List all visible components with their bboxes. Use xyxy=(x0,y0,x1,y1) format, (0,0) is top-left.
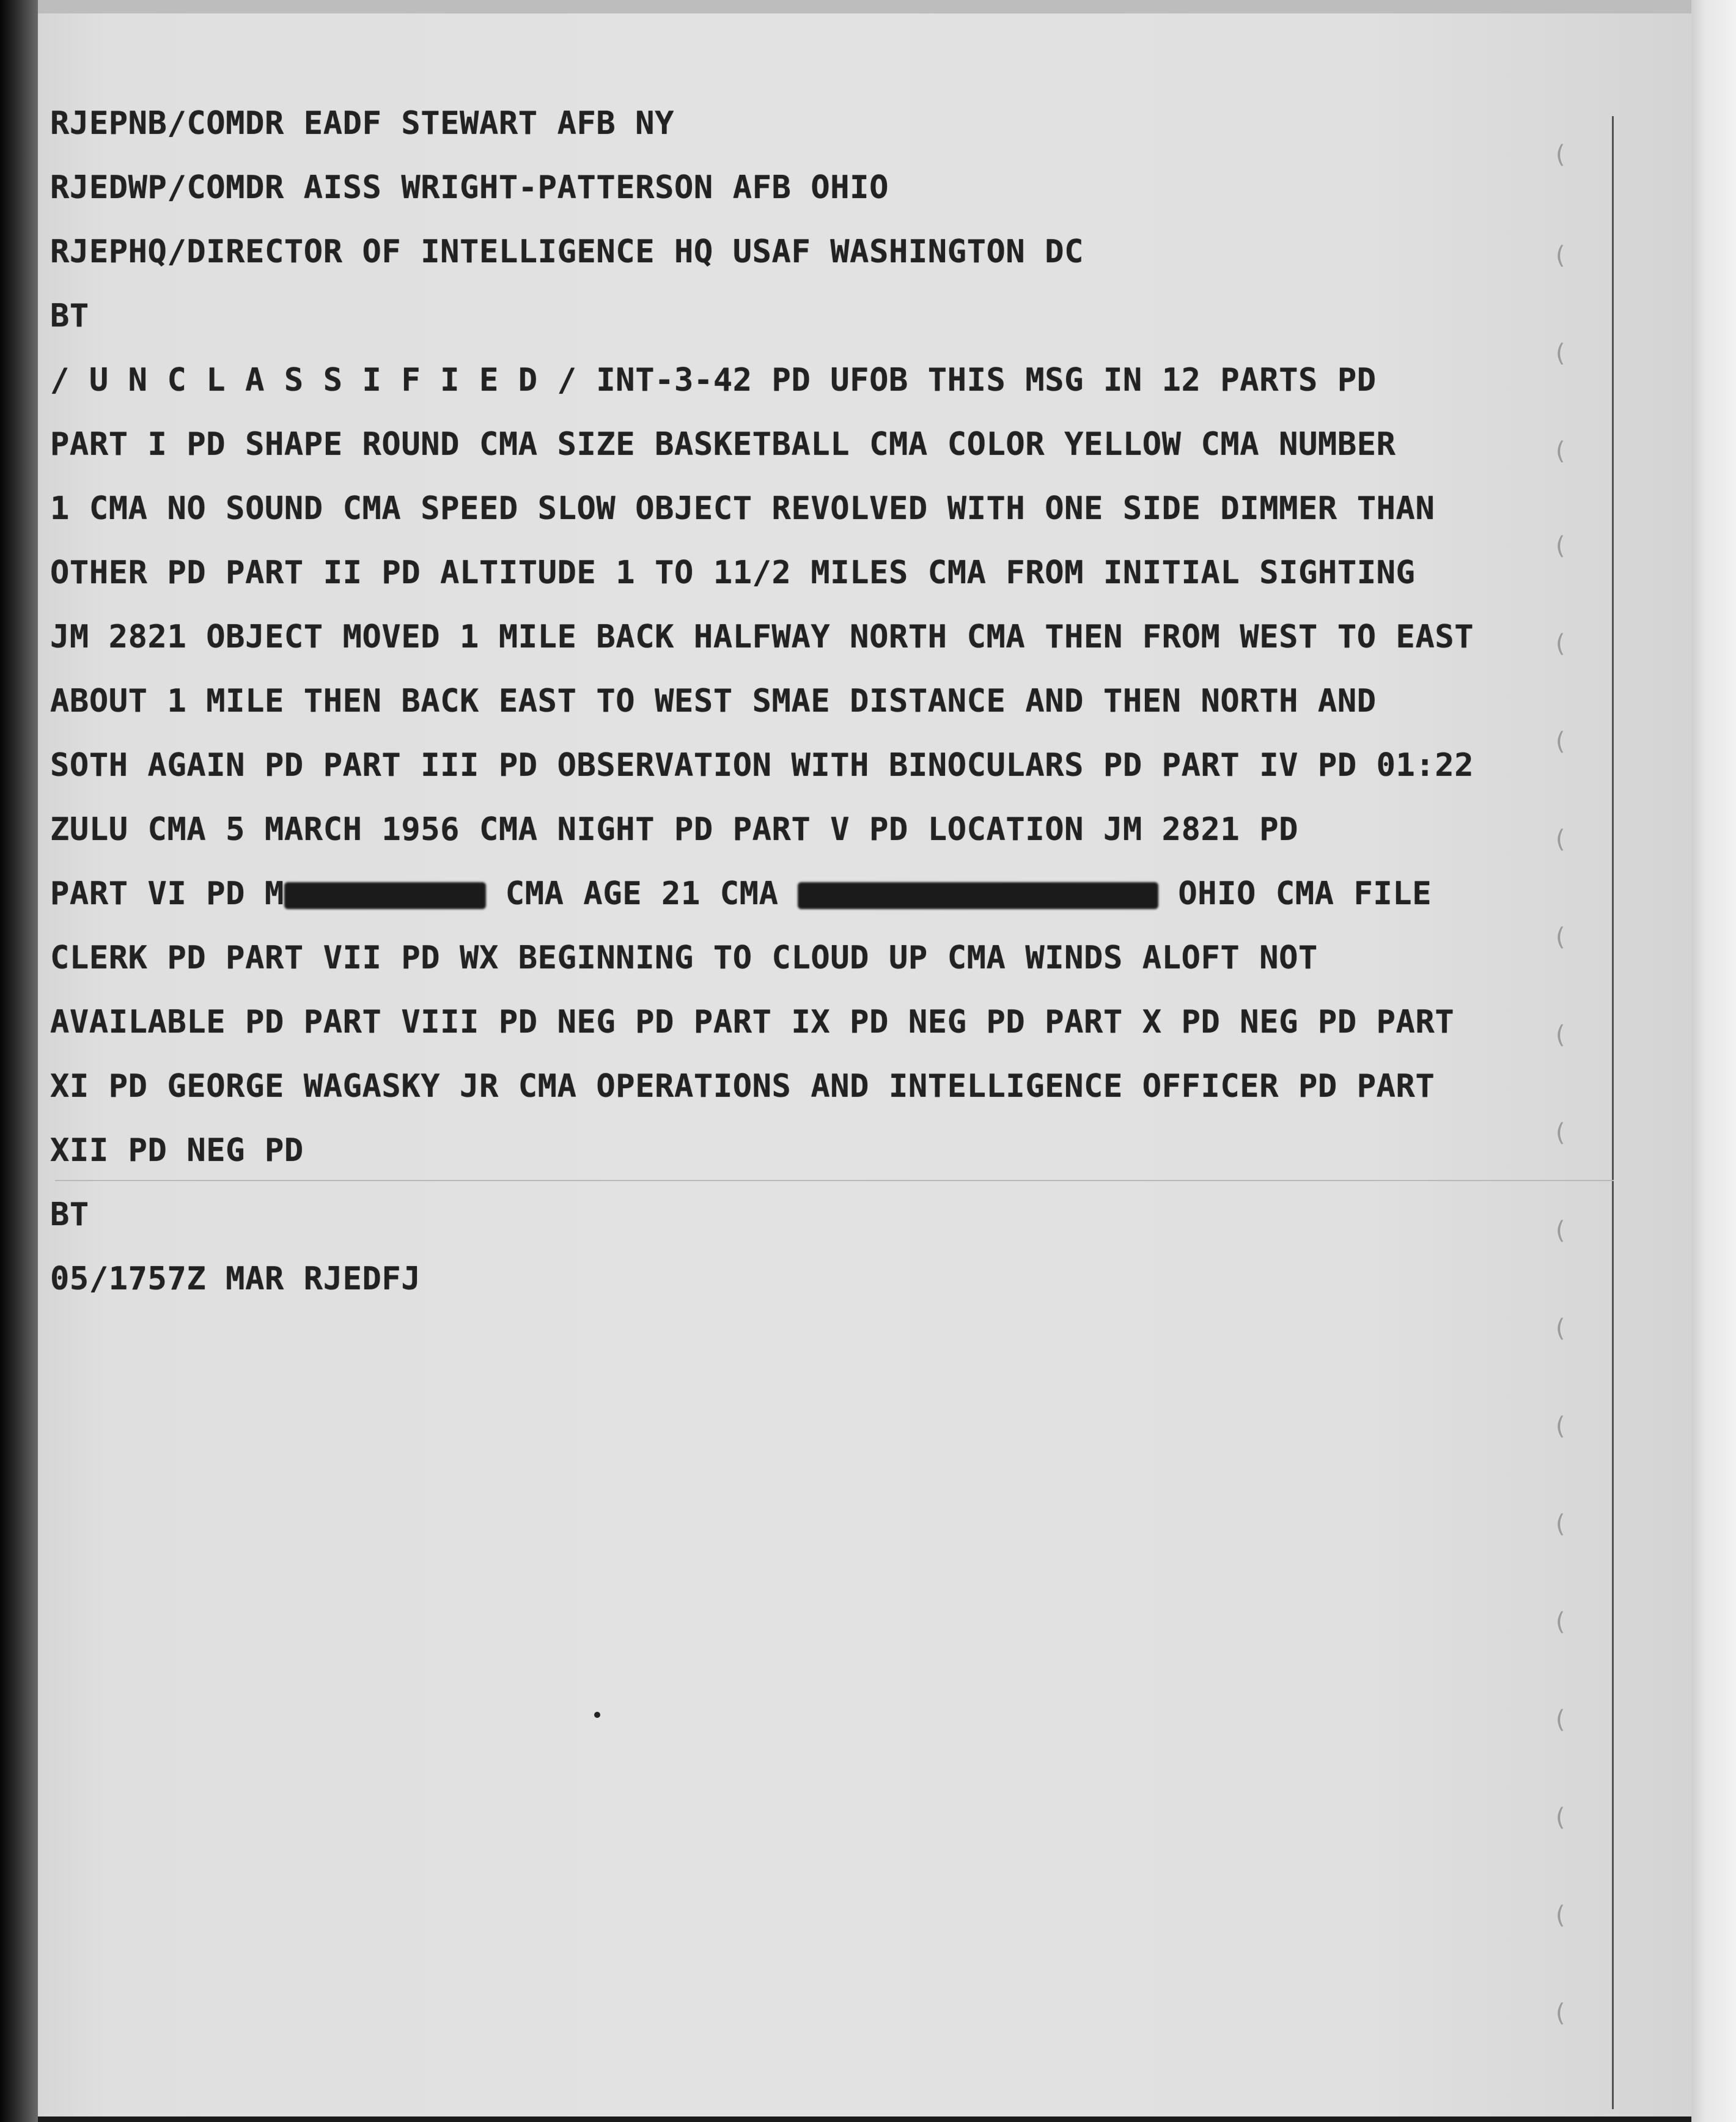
sprocket-mark: ( xyxy=(1553,1314,1568,1343)
sprocket-mark: ( xyxy=(1553,825,1568,853)
message-line: PART I PD SHAPE ROUND CMA SIZE BASKETBALL CMA COLOR YELLOW CMA NUMBER xyxy=(50,426,1396,463)
sprocket-mark: ( xyxy=(1553,1510,1568,1538)
film-speck xyxy=(594,1712,600,1718)
sprocket-mark: ( xyxy=(1553,1999,1568,2027)
sprocket-mark: ( xyxy=(1553,1803,1568,1832)
sprocket-mark: ( xyxy=(1553,532,1568,560)
routing-line: RJEPHQ/DIRECTOR OF INTELLIGENCE HQ USAF WASHINGTON DC xyxy=(50,234,1084,270)
message-line: ZULU CMA 5 MARCH 1956 CMA NIGHT PD PART V PD LOCATION JM 2821 PD xyxy=(50,811,1299,848)
redaction-bar xyxy=(798,882,1158,909)
sprocket-mark: ( xyxy=(1553,241,1568,270)
break-marker: BT xyxy=(50,1196,89,1233)
message-line: OTHER PD PART II PD ALTITUDE 1 TO 11/2 MILES CMA FROM INITIAL SIGHTING xyxy=(50,554,1416,591)
break-marker: BT xyxy=(50,298,89,334)
message-line: ABOUT 1 MILE THEN BACK EAST TO WEST SMAE DISTANCE AND THEN NORTH AND xyxy=(50,683,1377,720)
film-left-edge xyxy=(0,0,38,2122)
sprocket-mark: ( xyxy=(1553,339,1568,367)
sprocket-mark: ( xyxy=(1553,1901,1568,1929)
sprocket-mark: ( xyxy=(1553,1119,1568,1147)
routing-line: RJEDWP/COMDR AISS WRIGHT-PATTERSON AFB OHIO xyxy=(50,169,889,206)
message-line: XI PD GEORGE WAGASKY JR CMA OPERATIONS AND INTELLIGENCE OFFICER PD PART xyxy=(50,1068,1435,1105)
sprocket-mark: ( xyxy=(1553,141,1568,169)
sprocket-mark: ( xyxy=(1553,1608,1568,1636)
classification-line: / U N C L A S S I F I E D / INT-3-42 PD UFOB THIS MSG IN 12 PARTS PD xyxy=(50,362,1377,399)
film-right-edge xyxy=(1691,0,1736,2122)
message-fragment: PART VI PD M xyxy=(50,875,284,912)
film-top-edge xyxy=(0,0,1736,13)
date-time-group: 05/1757Z MAR RJEDFJ xyxy=(50,1261,421,1297)
message-line: 1 CMA NO SOUND CMA SPEED SLOW OBJECT REVOLVED WITH ONE SIDE DIMMER THAN xyxy=(50,490,1435,527)
message-line: CLERK PD PART VII PD WX BEGINNING TO CLOUD UP CMA WINDS ALOFT NOT xyxy=(50,940,1318,976)
sprocket-mark: ( xyxy=(1553,923,1568,951)
message-line: JM 2821 OBJECT MOVED 1 MILE BACK HALFWAY NORTH CMA THEN FROM WEST TO EAST xyxy=(50,619,1474,655)
margin-line xyxy=(1612,116,1614,2109)
message-line: XII PD NEG PD xyxy=(50,1132,304,1169)
rule-line xyxy=(55,1180,1614,1181)
sprocket-mark: ( xyxy=(1553,728,1568,756)
sprocket-mark: ( xyxy=(1553,1706,1568,1734)
redaction-bar xyxy=(284,882,486,909)
sprocket-mark: ( xyxy=(1553,1021,1568,1049)
teletype-message xyxy=(50,104,1474,1324)
message-line: AVAILABLE PD PART VIII PD NEG PD PART IX PD NEG PD PART X PD NEG PD PART xyxy=(50,1004,1455,1041)
message-line: SOTH AGAIN PD PART III PD OBSERVATION WITH BINOCULARS PD PART IV PD 01:22 xyxy=(50,747,1474,784)
sprocket-mark: ( xyxy=(1553,1217,1568,1245)
routing-line: RJEPNB/COMDR EADF STEWART AFB NY xyxy=(50,105,675,142)
message-line-redacted xyxy=(50,874,1474,938)
message-fragment: CMA AGE 21 CMA xyxy=(485,875,798,912)
sprocket-mark: ( xyxy=(1553,630,1568,658)
sprocket-mark: ( xyxy=(1553,1412,1568,1440)
message-fragment: OHIO CMA FILE xyxy=(1158,875,1432,912)
sprocket-mark: ( xyxy=(1553,437,1568,465)
